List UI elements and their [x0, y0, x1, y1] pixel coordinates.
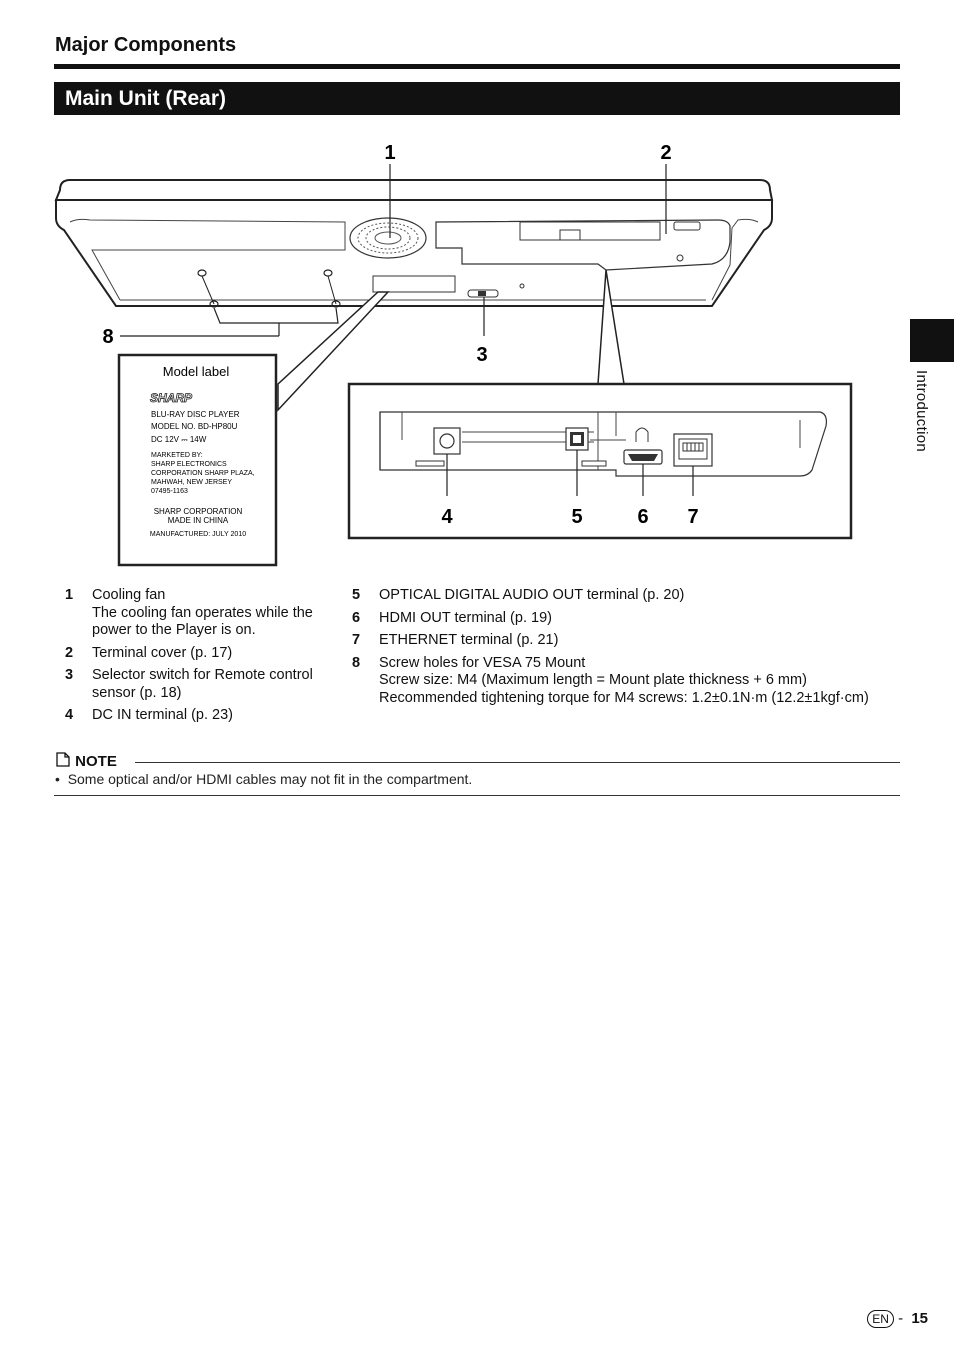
title-bar — [54, 82, 900, 115]
note-bottom-rule — [54, 795, 900, 796]
item-text: ETHERNET terminal (p. 21) — [379, 632, 559, 648]
item-text: HDMI OUT terminal (p. 19) — [379, 609, 552, 626]
list-item — [65, 587, 340, 640]
terminal-zoom-box — [349, 270, 851, 538]
item-text: OPTICAL DIGITAL AUDIO OUT terminal (p. 20) — [379, 587, 685, 603]
item-subtext: Screw size: M4 (Maximum length = Mount plate thickness + 6 mm) — [379, 672, 807, 688]
item-text: DC IN terminal (p. 23) — [92, 707, 234, 723]
component-list-left — [65, 587, 340, 730]
label-power: DC 12V ⎓ 14W — [151, 435, 207, 444]
callout-1: 1 — [384, 142, 396, 164]
label-marketed-3: CORPORATION SHARP PLAZA, — [151, 470, 255, 477]
side-tab-label: Introduction — [913, 370, 930, 452]
model-label-box — [119, 292, 388, 565]
item-number: 7 — [352, 632, 361, 648]
label-marketed-5: 07495-1163 — [151, 488, 188, 495]
note-bullet: • — [55, 771, 60, 787]
rear-unit-diagram — [0, 130, 954, 570]
item-text: Selector switch for Remote control sensor (p. 18) — [92, 667, 313, 701]
callout-4: 4 — [441, 506, 453, 528]
label-made: MADE IN CHINA — [167, 516, 229, 525]
item-subtext: Recommended tightening torque for M4 screws: 1.2±0.1N·m (12.2±1kgf·cm) — [379, 689, 869, 706]
callout-8: 8 — [102, 326, 114, 348]
label-marketed-2: SHARP ELECTRONICS — [151, 461, 227, 468]
item-subtext: The cooling fan operates while the power to the Player is on. — [92, 604, 313, 638]
list-item — [352, 655, 912, 708]
callout-5: 5 — [571, 506, 583, 528]
callout-3: 3 — [476, 344, 488, 366]
item-number: 4 — [65, 707, 74, 723]
dc-in-port — [434, 428, 460, 454]
label-model: MODEL NO. BD-HP80U — [151, 422, 238, 431]
item-text: Terminal cover (p. 17) — [92, 644, 233, 661]
note-divider — [135, 762, 900, 763]
note-text — [55, 771, 472, 787]
item-number: 8 — [352, 654, 361, 671]
terminal-cover-graphic — [436, 220, 730, 270]
page-footer — [867, 1310, 928, 1328]
language-badge: EN — [867, 1310, 894, 1328]
page-number: 15 — [911, 1310, 928, 1327]
note-heading: NOTE — [55, 752, 117, 770]
heading-rule — [54, 64, 900, 69]
note-body: Some optical and/or HDMI cables may not fit in the compartment. — [67, 771, 473, 787]
list-item — [65, 667, 340, 702]
brand-logo: SHARP — [150, 391, 193, 405]
item-text: Screw holes for VESA 75 Mount — [379, 654, 586, 671]
section-heading: Major Components — [55, 34, 237, 56]
callout-6: 6 — [637, 506, 649, 528]
item-number: 3 — [65, 667, 74, 683]
item-number: 1 — [65, 587, 74, 603]
list-item — [352, 587, 912, 605]
footer-separator: - — [898, 1310, 904, 1327]
list-item — [65, 707, 340, 725]
note-icon — [55, 752, 71, 767]
component-list-right — [352, 587, 912, 712]
list-item — [352, 632, 912, 650]
label-marketed-1: MARKETED BY: — [151, 452, 203, 459]
list-item — [352, 610, 912, 628]
model-label-caption: Model label — [162, 364, 230, 379]
list-item — [65, 645, 340, 663]
callout-2: 2 — [660, 142, 672, 164]
item-text: Cooling fan — [92, 587, 166, 603]
item-number: 6 — [352, 609, 361, 626]
item-number: 2 — [65, 644, 74, 661]
label-product: BLU-RAY DISC PLAYER — [151, 410, 240, 419]
cooling-fan-graphic — [350, 218, 426, 258]
label-marketed-4: MAHWAH, NEW JERSEY — [151, 479, 233, 486]
label-corp: SHARP CORPORATION — [153, 507, 243, 516]
callout-7: 7 — [687, 506, 699, 528]
label-manufactured: MANUFACTURED: JULY 2010 — [149, 531, 247, 538]
item-number: 5 — [352, 587, 361, 603]
page-title: Main Unit (Rear) — [65, 87, 227, 110]
